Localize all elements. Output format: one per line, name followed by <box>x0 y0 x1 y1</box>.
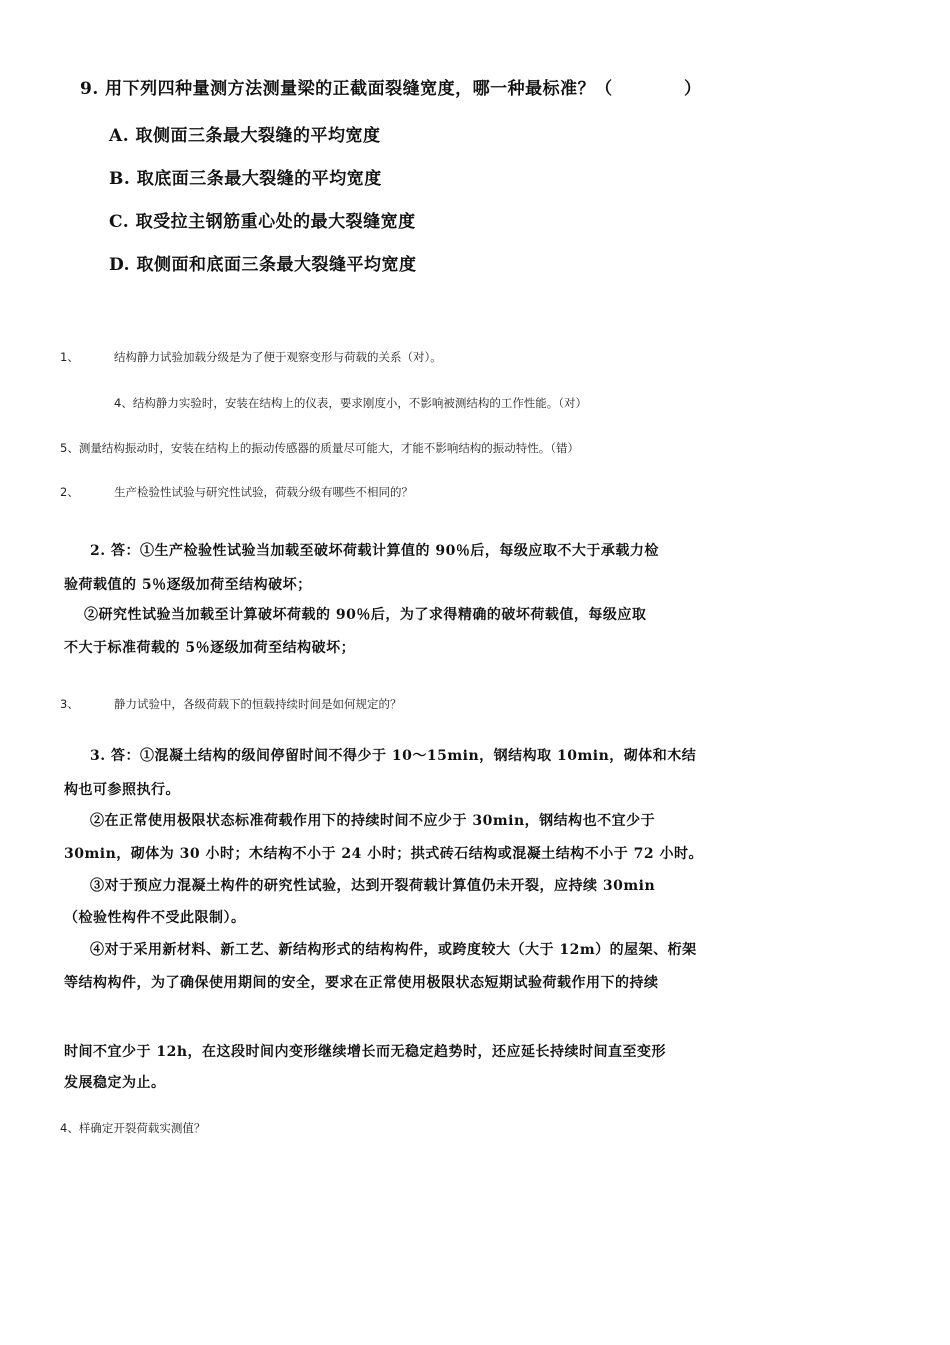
q3-text: 静力试验中，各级荷载下的恒载持续时间是如何规定的？ <box>114 697 402 711</box>
q2-number: 2、 <box>60 485 79 499</box>
q2-text: 生产检验性试验与研究性试验，荷载分级有哪些不相同的？ <box>114 485 413 499</box>
q3-answer-line-10: 发展稳定为止。 <box>64 1075 166 1091</box>
q2-answer-line-3: ②研究性试验当加载至计算破坏荷载的 90％后，为了求得精确的破坏荷载值，每级应取 <box>84 607 647 623</box>
q2-answer-line-2: 验荷载值的 5％逐级加荷至结构破坏； <box>64 577 312 593</box>
question-9-title: 9. 用下列四种量测方法测量梁的正截面裂缝宽度，哪一种最标准？（ <box>80 79 613 99</box>
option-b: B. 取底面三条最大裂缝的平均宽度 <box>109 169 382 189</box>
q4-text: 4、样确定开裂荷载实测值？ <box>60 1121 206 1135</box>
q3-answer-line-1: 3. 答：①混凝土结构的级间停留时间不得少于 10～15min，钢结构取 10min，砌体和木结 <box>90 748 697 764</box>
q2-answer-line-1: 2. 答：①生产检验性试验当加载至破坏荷载计算值的 90％后，每级应取不大于承载力检 <box>90 543 659 559</box>
q3-answer-line-6: （检验性构件不受此限制）。 <box>64 910 246 926</box>
q2-answer-line-4: 不大于标准荷载的 5％逐级加荷至结构破坏； <box>64 640 356 656</box>
q3-answer-line-8: 等结构构件，为了确保使用期间的安全，要求在正常使用极限状态短期试验荷载作用下的持续 <box>64 975 659 991</box>
tf-1-text: 结构静力试验加载分级是为了便于观察变形与荷载的关系（对）。 <box>114 350 442 364</box>
q3-answer-line-3: ②在正常使用极限状态标准荷载作用下的持续时间不应少于 30min，钢结构也不宜少于 <box>90 813 656 829</box>
tf-5-text: 5、测量结构振动时，安装在结构上的振动传感器的质量尽可能大，才能不影响结构的振动特性。（错） <box>60 441 580 455</box>
option-d: D. 取侧面和底面三条最大裂缝平均宽度 <box>109 255 417 275</box>
tf-1-number: 1、 <box>60 350 79 364</box>
tf-4-text: 4、结构静力实验时，安装在结构上的仪表，要求刚度小，不影响被测结构的工作性能。（对） <box>114 396 588 410</box>
q3-answer-line-5: ③对于预应力混凝土构件的研究性试验，达到开裂荷载计算值仍未开裂，应持续 30min <box>90 878 656 894</box>
q3-answer-line-7: ④对于采用新材料、新工艺、新结构形式的结构构件，或跨度较大（大于 12m）的屋架、桁架 <box>90 942 697 958</box>
q3-number: 3、 <box>60 697 79 711</box>
q3-answer-line-9: 时间不宜少于 12h，在这段时间内变形继续增长而无稳定趋势时，还应延长持续时间直至变形 <box>64 1044 667 1060</box>
q3-answer-line-2: 构也可参照执行。 <box>64 782 180 798</box>
option-c: C. 取受拉主钢筋重心处的最大裂缝宽度 <box>109 212 416 232</box>
option-a: A. 取侧面三条最大裂缝的平均宽度 <box>109 126 381 146</box>
q3-answer-line-4: 30min，砌体为 30 小时；木结构不小于 24 小时；拱式砖石结构或混凝土结构不小于 72 小时。 <box>64 846 703 862</box>
question-9-paren: ） <box>684 79 702 99</box>
